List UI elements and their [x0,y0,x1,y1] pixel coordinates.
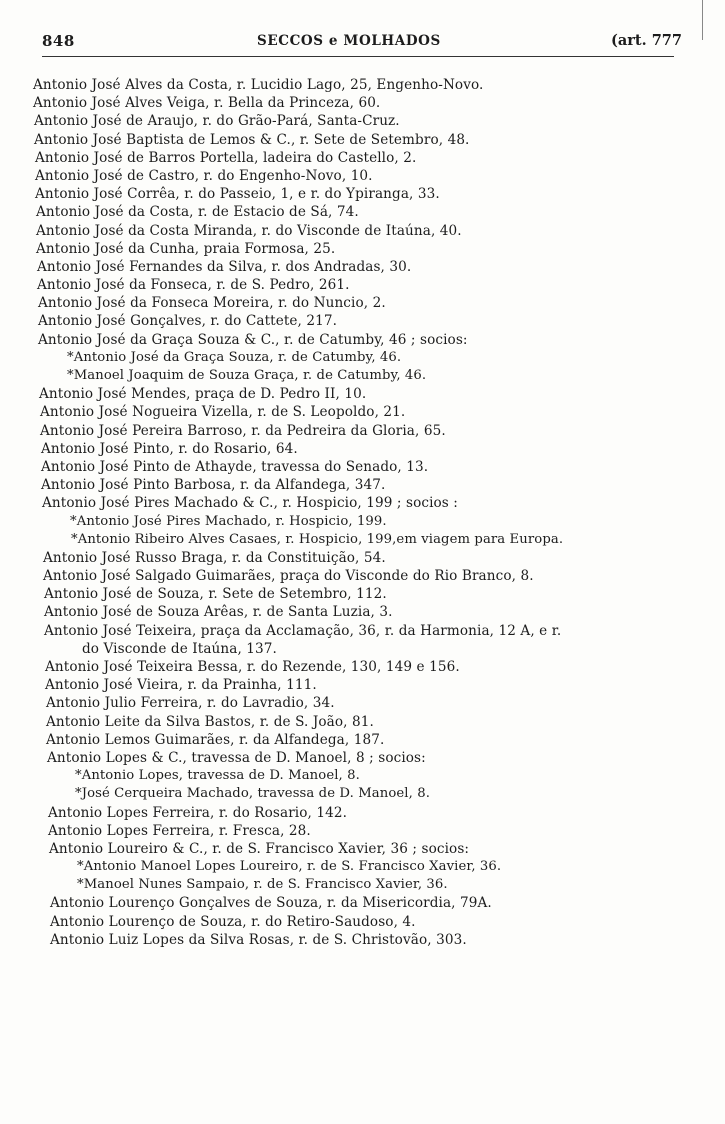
entry-text: Antonio José da Cunha, praia Formosa, 25. [36,240,336,257]
merchant-listing [0,76,725,949]
merchant-entry [0,94,725,112]
entry-text: Antonio Lopes Ferreira, r. do Rosario, 142. [48,804,348,821]
header-divider [42,56,674,57]
entry-text: *Manoel Joaquim de Souza Graça, r. de Catumby, 46. [67,368,427,383]
entry-text: Antonio José de Araujo, r. do Grão-Pará, Santa-Cruz. [34,113,400,130]
merchant-entry [0,840,725,858]
merchant-entry [0,476,725,494]
merchant-entry [0,422,725,440]
entry-text: Antonio José da Fonseca Moreira, r. do Nuncio, 2. [38,295,386,312]
merchant-entry [0,440,725,458]
partner-entry [0,513,725,531]
partner-entry [0,858,725,876]
entry-text: Antonio José de Castro, r. do Engenho-Novo, 10. [35,167,373,184]
merchant-entry [0,185,725,203]
merchant-entry [0,294,725,312]
merchant-entry [0,931,725,949]
entry-text: Antonio Leite da Silva Bastos, r. de S. João, 81. [46,713,374,730]
entry-text: Antonio José Russo Braga, r. da Constituição, 54. [43,549,386,566]
page-header [42,30,682,54]
merchant-entry [0,567,725,585]
entry-text: Antonio José Baptista de Lemos & C., r. Sete de Setembro, 48. [34,131,470,148]
entry-text: Antonio José de Souza Arêas, r. de Santa Luzia, 3. [44,604,393,621]
entry-text: Antonio José Nogueira Vizella, r. de S. Leopoldo, 21. [40,404,406,421]
merchant-entry [0,403,725,421]
merchant-entry [0,731,725,749]
page-number: 848 [42,32,75,50]
entry-text: Antonio José Pereira Barroso, r. da Pedreira da Gloria, 65. [40,422,446,439]
merchant-entry [0,804,725,822]
merchant-entry [0,258,725,276]
merchant-entry [0,312,725,330]
partner-entry [0,767,725,785]
entry-text: *Antonio Ribeiro Alves Casaes, r. Hospicio, 199,em viagem para Europa. [71,531,564,547]
partner-entry [0,876,725,894]
entry-text: *Manoel Nunes Sampaio, r. de S. Francisco Xavier, 36. [77,877,448,893]
entry-text: *Antonio José da Graça Souza, r. de Catumby, 46. [67,349,402,365]
entry-text: *Antonio José Pires Machado, r. Hospicio, 199. [70,513,387,529]
entry-text: Antonio Lourenço de Souza, r. do Retiro-Saudoso, 4. [50,913,416,930]
entry-text: Antonio José Corrêa, r. do Passeio, 1, e r. do Ypiranga, 33. [35,186,440,203]
entry-text: Antonio José da Costa, r. de Estacio de Sá, 74. [36,204,359,221]
partner-entry [0,531,725,549]
merchant-entry [0,603,725,621]
partner-entry [0,785,725,803]
merchant-entry [0,658,725,676]
entry-text: Antonio José da Costa Miranda, r. do Visconde de Itaúna, 40. [36,222,462,239]
entry-text: Antonio Lemos Guimarães, r. da Alfandega, 187. [46,731,385,748]
entry-text: Antonio José de Souza, r. Sete de Setembro, 112. [44,586,387,603]
entry-text: *Antonio Manoel Lopes Loureiro, r. de S. Francisco Xavier, 36. [77,859,502,875]
merchant-entry [0,694,725,712]
entry-text: *José Cerqueira Machado, travessa de D. Manoel, 8. [75,786,430,802]
merchant-entry [0,385,725,403]
entry-text: Antonio Lopes & C., travessa de D. Manoel, 8 ; socios: [47,749,426,766]
entry-text: *Antonio Lopes, travessa de D. Manoel, 8. [75,768,360,784]
merchant-entry [0,676,725,694]
merchant-entry [0,913,725,931]
entry-text: Antonio José da Fonseca, r. de S. Pedro, 261. [37,277,350,294]
entry-text: Antonio Julio Ferreira, r. do Lavradio, 34. [46,695,335,712]
entry-text: Antonio José Salgado Guimarães, praça do Visconde do Rio Branco, 8. [43,568,534,585]
merchant-entry [0,458,725,476]
entry-continuation: do Visconde de Itaúna, 137. [82,640,277,657]
merchant-entry [0,76,725,94]
section-reference: (art. 777 [611,32,682,49]
merchant-entry [0,131,725,149]
entry-text: Antonio José Fernandes da Silva, r. dos Andradas, 30. [37,258,412,275]
running-title: SECCOS e MOLHADOS [257,33,441,49]
margin-tick-mark [702,0,703,40]
entry-text: Antonio José Mendes, praça de D. Pedro II, 10. [39,386,367,403]
entry-text: Antonio Lopes Ferreira, r. Fresca, 28. [48,822,311,839]
entry-text: Antonio Luiz Lopes da Silva Rosas, r. de S. Christovão, 303. [50,931,467,948]
merchant-entry [0,240,725,258]
merchant-entry [0,749,725,767]
entry-text: Antonio José Teixeira, praça da Acclamação, 36, r. da Harmonia, 12 A, e r. [44,622,562,639]
merchant-entry [0,149,725,167]
merchant-entry [0,822,725,840]
merchant-entry [0,167,725,185]
merchant-entry [0,331,725,349]
partner-entry [0,349,725,367]
entry-text: Antonio José Gonçalves, r. do Cattete, 217. [38,313,338,330]
entry-text: Antonio José Pinto de Athayde, travessa do Senado, 13. [41,458,429,475]
merchant-entry [0,585,725,603]
merchant-entry [0,713,725,731]
entry-text: Antonio Loureiro & C., r. de S. Francisco Xavier, 36 ; socios: [49,840,470,857]
merchant-entry [0,494,725,512]
merchant-entry [0,203,725,221]
merchant-entry [0,276,725,294]
entry-text: Antonio José Pinto, r. do Rosario, 64. [41,440,298,457]
merchant-entry [0,222,725,240]
entry-text: Antonio José da Graça Souza & C., r. de Catumby, 46 ; socios: [38,331,468,348]
merchant-entry [0,112,725,130]
entry-text: Antonio José Pinto Barbosa, r. da Alfandega, 347. [41,477,386,494]
entry-text: Antonio Lourenço Gonçalves de Souza, r. da Misericordia, 79A. [50,895,492,912]
entry-text: Antonio José Teixeira Bessa, r. do Rezende, 130, 149 e 156. [45,659,460,676]
merchant-entry [0,622,725,658]
entry-text: Antonio José Alves da Costa, r. Lucidio Lago, 25, Engenho-Novo. [33,77,484,93]
entry-text: Antonio José de Barros Portella, ladeira do Castello, 2. [35,149,417,166]
entry-text: Antonio José Pires Machado & C., r. Hospicio, 199 ; socios : [42,495,458,512]
merchant-entry [0,894,725,912]
partner-entry [0,367,725,385]
entry-text: Antonio José Vieira, r. da Prainha, 111. [45,677,317,694]
merchant-entry [0,549,725,567]
entry-text: Antonio José Alves Veiga, r. Bella da Princeza, 60. [33,95,381,112]
